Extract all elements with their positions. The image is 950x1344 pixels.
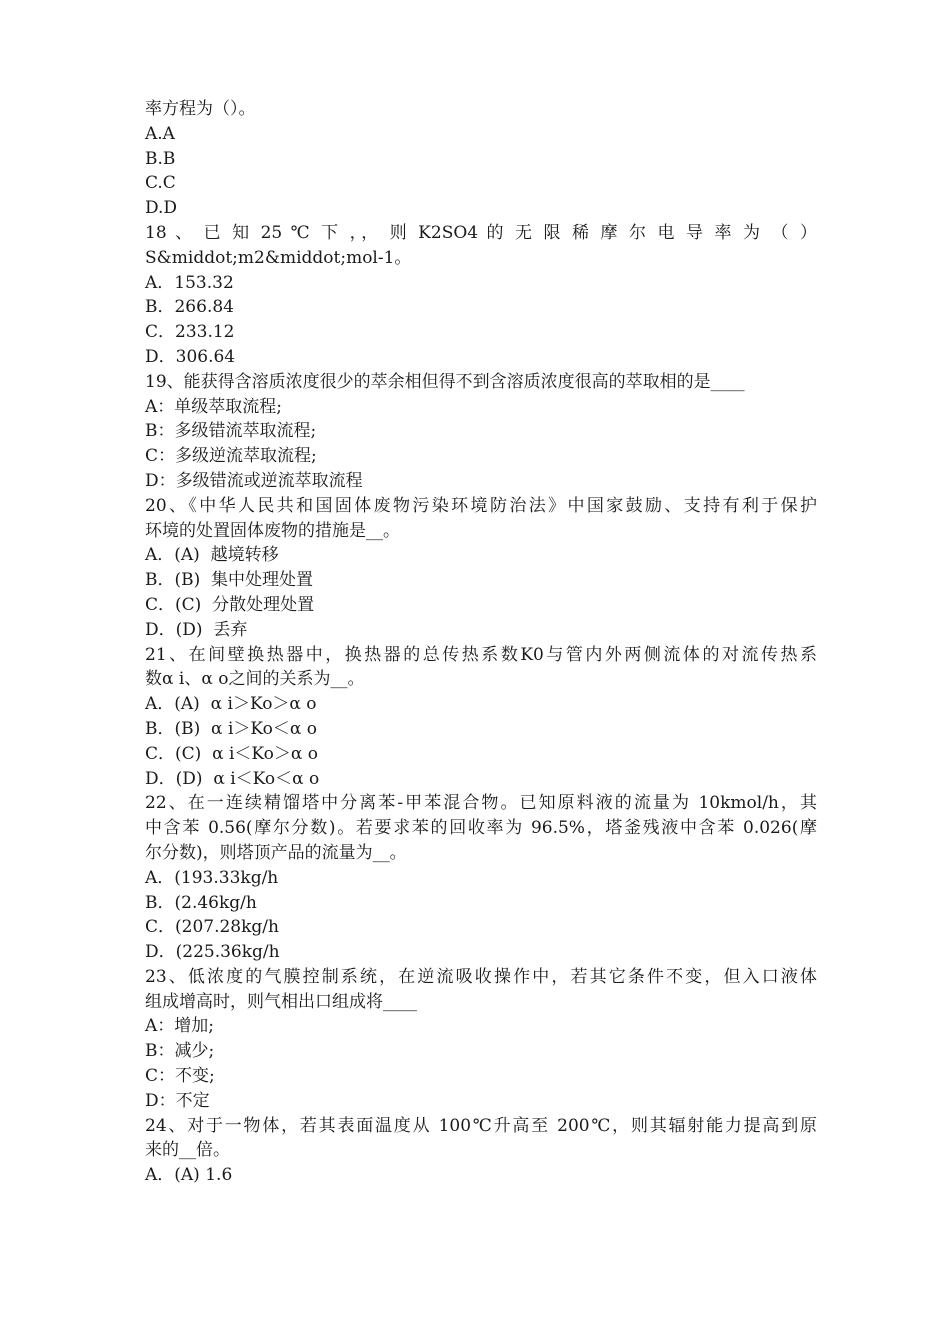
document-line: 来的__倍。 bbox=[145, 1140, 230, 1161]
document-line: C：多级逆流萃取流程; bbox=[145, 446, 317, 467]
document-line: 数α i、α o之间的关系为__。 bbox=[145, 669, 365, 690]
document-line: D．(D) 丢弃 bbox=[145, 619, 248, 640]
document-line: 23、低浓度的气膜控制系统，在逆流吸收操作中，若其它条件不变，但入口液体 bbox=[145, 966, 817, 987]
document-line: C：不变; bbox=[145, 1066, 215, 1087]
document-line: A．(A) 越境转移 bbox=[145, 545, 279, 566]
document-line: D．(D) α i＜Ko＜α o bbox=[145, 768, 320, 789]
document-line: B．(2.46kg/h bbox=[145, 892, 257, 913]
document-line: D：不定 bbox=[145, 1090, 210, 1111]
document-line: A．153.32 bbox=[145, 272, 234, 293]
document-line: 尔分数)，则塔顶产品的流量为__。 bbox=[145, 842, 407, 863]
document-line: 19、能获得含溶质浓度很少的萃余相但得不到含溶质浓度很高的萃取相的是____ bbox=[145, 371, 745, 392]
document-line: B：减少; bbox=[145, 1041, 215, 1062]
document-line: D．306.64 bbox=[145, 346, 236, 367]
document-line: C．(C) 分散处理处置 bbox=[145, 594, 315, 615]
document-line: D：多级错流或逆流萃取流程 bbox=[145, 470, 363, 491]
document-line: A：单级萃取流程; bbox=[145, 396, 283, 417]
document-line: 组成增高时，则气相出口组成将____ bbox=[145, 991, 417, 1012]
document-line: 20、《中华人民共和国固体废物污染环境防治法》中国家鼓励、支持有利于保护 bbox=[145, 495, 817, 516]
document-line: 中含苯 0.56(摩尔分数)。若要求苯的回收率为 96.5%，塔釜残液中含苯 0.026(摩 bbox=[145, 818, 817, 839]
document-line: 率方程为（）。 bbox=[145, 99, 256, 119]
document-line: D.D bbox=[145, 198, 178, 219]
document-line: C．(C) α i＜Ko＞α o bbox=[145, 743, 319, 764]
document-line: B.B bbox=[145, 148, 176, 169]
document-line: B．(B) α i＞Ko＜α o bbox=[145, 718, 317, 739]
document-line: A．(A) α i＞Ko＞α o bbox=[145, 694, 317, 715]
document-line: 24、对于一物体，若其表面温度从 100℃升高至 200℃，则其辐射能力提高到原 bbox=[145, 1115, 817, 1136]
document-line: C.C bbox=[145, 173, 176, 194]
document-line: 21、在间壁换热器中，换热器的总传热系数K0与管内外两侧流体的对流传热系 bbox=[145, 644, 817, 665]
document-line: A．(193.33kg/h bbox=[145, 867, 279, 888]
document-line: B：多级错流萃取流程; bbox=[145, 421, 317, 442]
document-line: 22、在一连续精馏塔中分离苯-甲苯混合物。已知原料液的流量为 10kmol/h，其 bbox=[145, 793, 817, 814]
document-line: C．(207.28kg/h bbox=[145, 917, 279, 938]
document-line: D．(225.36kg/h bbox=[145, 942, 280, 963]
document-line: B．(B) 集中处理处置 bbox=[145, 570, 314, 591]
document-line: B．266.84 bbox=[145, 297, 234, 318]
document-line: A：增加; bbox=[145, 1016, 215, 1037]
document-line: A.A bbox=[145, 123, 175, 144]
document-line: S&middot;m2&middot;mol-1。 bbox=[145, 247, 412, 268]
document-line: A．(A) 1.6 bbox=[145, 1165, 233, 1186]
document-line: 18 、 已 知 25 ℃ 下 ，， 则 K2SO4 的 无 限 稀 摩 尔 电 导 率 为 （ ） bbox=[145, 222, 817, 243]
document-line: 环境的处置固体废物的措施是__。 bbox=[145, 520, 400, 541]
document-body bbox=[145, 97, 817, 1188]
document-line: C．233.12 bbox=[145, 322, 235, 343]
